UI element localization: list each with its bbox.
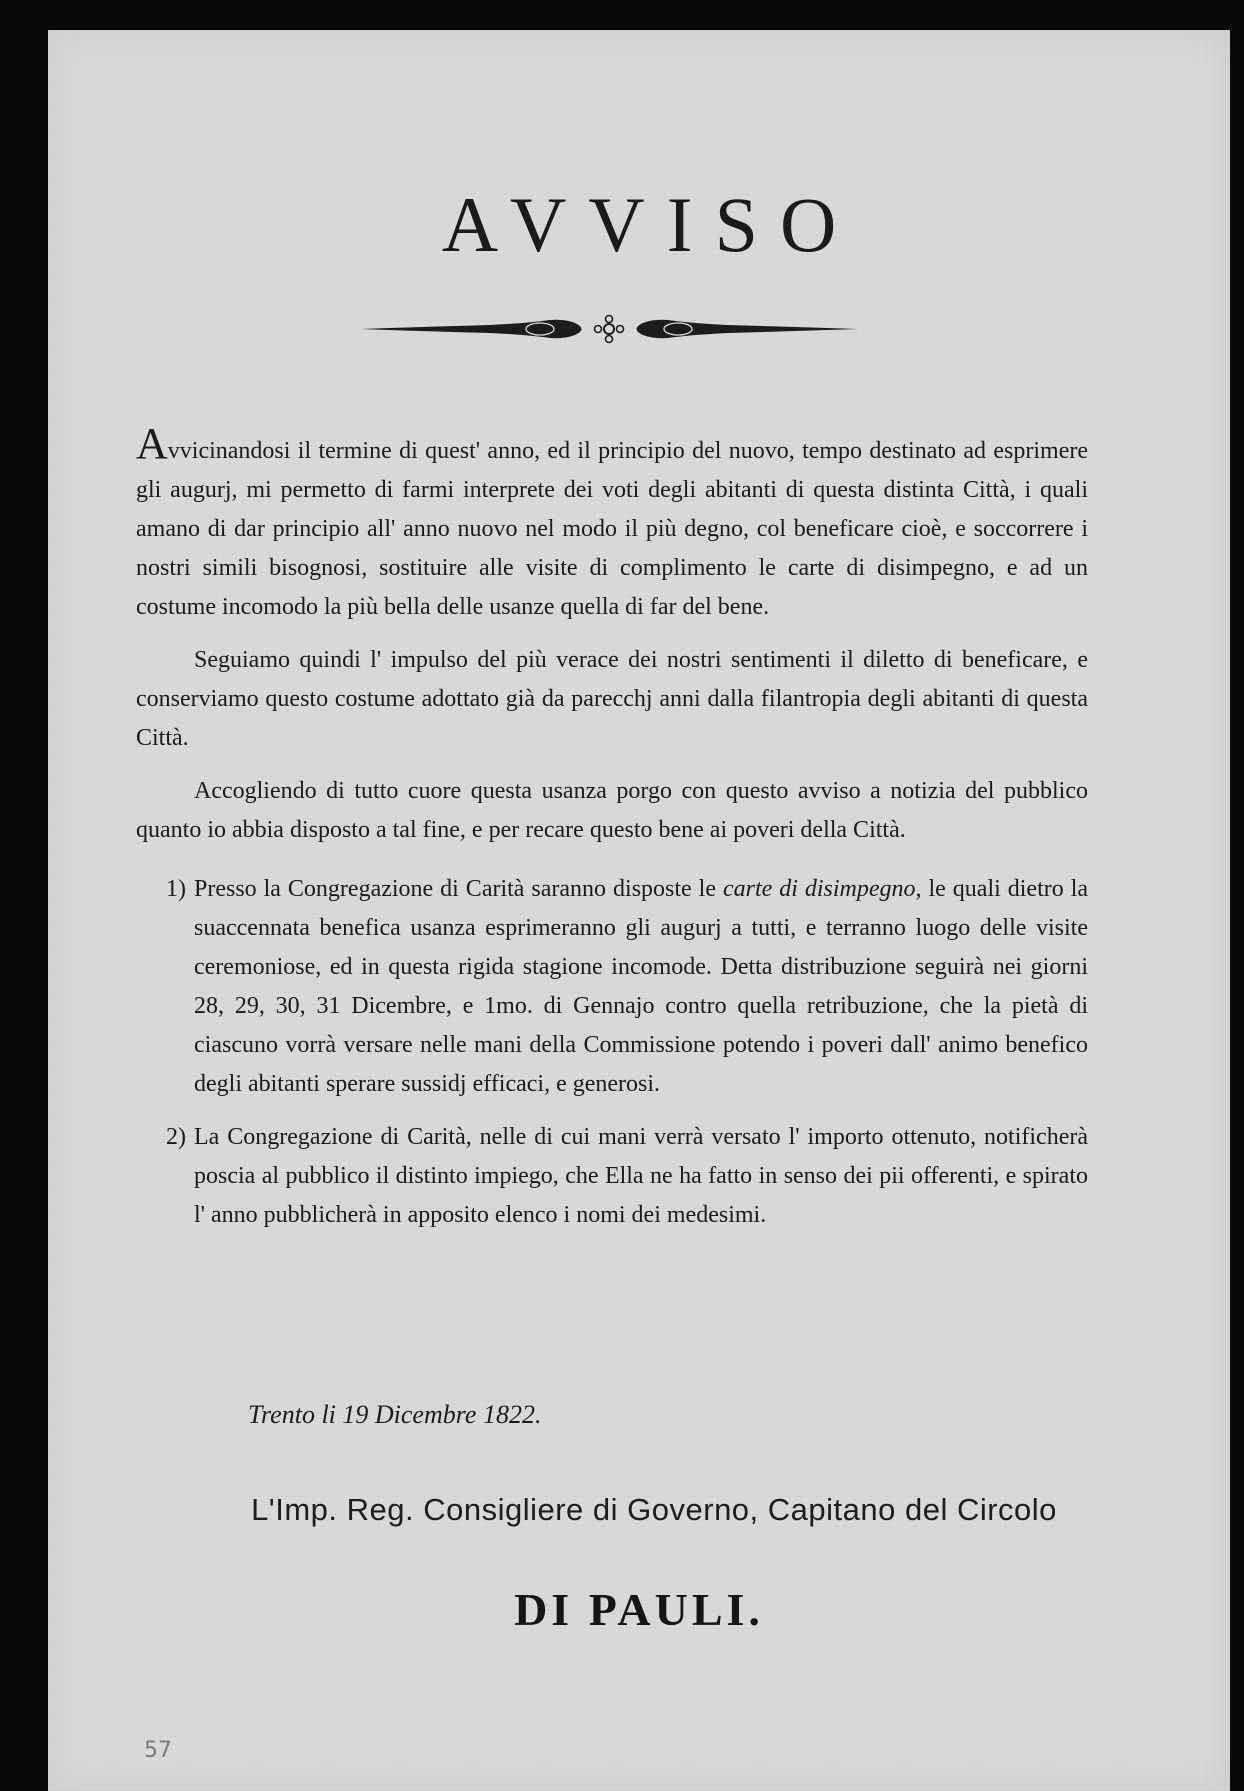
- numbered-list: [136, 870, 1088, 1235]
- list-item: [136, 870, 1088, 1104]
- paragraph-third: Accogliendo di tutto cuore questa usanza porgo con questo avviso a notizia del pubblico quanto io abbia disposto a tal fine, e per recare questo bene ai poveri della Città.: [136, 778, 1088, 843]
- list-item-text: La Congregazione di Carità, nelle di cui mani verrà versato l' importo ottenuto, notificherà poscia al pubblico il distinto impiego, che Ella ne ha fatto in senso dei pii offerenti, e spirato l' anno pubblicherà in apposito elenco i nomi dei medesimi.: [194, 1124, 1088, 1228]
- list-item-text-continued: le quali dietro la suaccennata benefica usanza esprimeranno gli augurj a tutti, e terranno luogo delle visite ceremoniose, ed in questa rigida stagione incomode. Detta distribuzione seguirà nei giorni 28, 29, 30, 31 Dicembre, e 1mo. di Gennajo contro quella retribuzione, che la pietà di ciascuno vorrà versare nelle mani della Commissione potendo i poveri dall' animo benefico degli abitanti sperare sussidj efficaci, e generosi.: [194, 876, 1089, 1097]
- drop-cap: A: [136, 419, 168, 468]
- notice-body: [136, 419, 1089, 1249]
- list-item-number: 1): [166, 876, 186, 902]
- ornament-divider-icon: [360, 310, 858, 348]
- paragraph-intro-text: vvicinandosi il termine di quest' anno, ed il principio del nuovo, tempo destinato ad esprimere gli augurj, mi permetto di farmi interprete dei voti degli abitanti di questa distinta Città, i quali amano di dar principio all' anno nuovo nel modo il più degno, col beneficare cioè, e soccorrere i nostri simili bisognosi, sostituire alle visite di complimento le carte di disimpegno, e ad un costume incomodo la più bella delle usanze quella di far del bene.: [136, 438, 1088, 620]
- date-line: Trento li 19 Dicembre 1822.: [248, 1400, 542, 1429]
- paragraph-second: Seguiamo quindi l' impulso del più verace dei nostri sentimenti il diletto di beneficare, e conserviamo questo costume adottato già da parecchj anni dalla filantropia degli abitanti di questa Città.: [136, 647, 1088, 751]
- paragraph-intro: [136, 419, 1088, 627]
- document-title: AVVISO: [441, 181, 859, 268]
- list-item: [136, 1118, 1088, 1235]
- document-sheet: [48, 30, 1230, 1791]
- signature-title: L'Imp. Reg. Consigliere di Governo, Capitano del Circolo: [251, 1492, 1057, 1527]
- signature-name: DI PAULI.: [514, 1584, 764, 1635]
- list-item-text: Presso la Congregazione di Carità saranno disposte le: [194, 876, 723, 902]
- list-item-italic-text: carte di disimpegno,: [722, 876, 922, 902]
- list-item-number: 2): [166, 1124, 186, 1150]
- archive-number: 57: [144, 1738, 172, 1763]
